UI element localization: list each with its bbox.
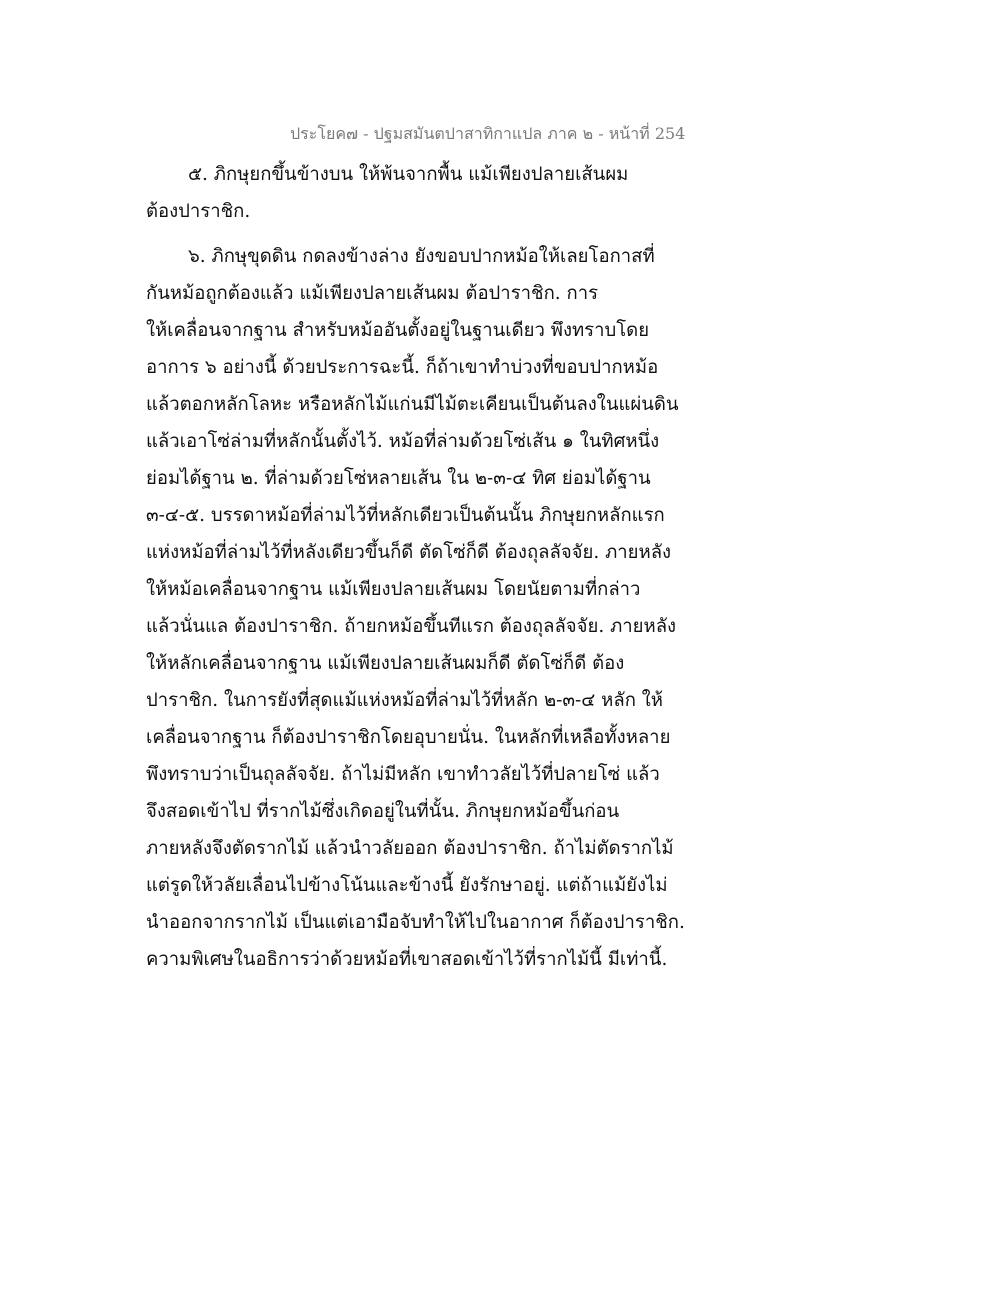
- text-line: แล้วนั่นแล ต้องปาราชิก. ถ้ายกหม้อขึ้นทีแรก ต้องถุลลัจจัย. ภายหลัง: [146, 616, 677, 637]
- text-line: อาการ ๖ อย่างนี้ ด้วยประการฉะนี้. ก็ถ้าเขาทำบ่วงที่ขอบปากหม้อ: [146, 357, 659, 378]
- running-header: ประโยค๗ - ปฐมสมันตปาสาทิกาแปล ภาค ๒ - หน้าที่ 254: [290, 124, 686, 143]
- text-line: ให้หม้อเคลื่อนจากฐาน แม้เพียงปลายเส้นผม โดยนัยตามที่กล่าว: [146, 579, 641, 600]
- paragraph-5: [146, 156, 716, 230]
- text-line: ให้หลักเคลื่อนจากฐาน แม้เพียงปลายเส้นผมก็ดี ตัดโซ่ก็ดี ต้อง: [146, 653, 625, 674]
- text-line: ๖. ภิกษุขุดดิน กดลงข้างล่าง ยังขอบปากหม้อให้เลยโอกาสที่: [188, 246, 655, 267]
- text-line: ต้องปาราชิก.: [146, 201, 251, 222]
- text-line: ๕. ภิกษุยกขึ้นข้างบน ให้พ้นจากพื้น แม้เพียงปลายเส้นผม: [188, 164, 629, 185]
- paragraph-6: [146, 238, 716, 978]
- text-line: จึงสอดเข้าไป ที่รากไม้ซึ่งเกิดอยู่ในที่นั้น. ภิกษุยกหม้อขึ้นก่อน: [146, 801, 620, 822]
- text-line: ภายหลังจึงตัดรากไม้ แล้วนำวลัยออก ต้องปาราชิก. ถ้าไม่ตัดรากไม้: [146, 838, 674, 859]
- text-line: กันหม้อถูกต้องแล้ว แม้เพียงปลายเส้นผม ต้อปาราชิก. การ: [146, 283, 599, 304]
- text-line: ความพิเศษในอธิการว่าด้วยหม้อที่เขาสอดเข้าไว้ที่รากไม้นี้ มีเท่านี้.: [146, 949, 668, 970]
- text-line: ๓-๔-๕. บรรดาหม้อที่ล่ามไว้ที่หลักเดียวเป็นต้นนั้น ภิกษุยกหลักแรก: [146, 505, 665, 526]
- text-line: ให้เคลื่อนจากฐาน สำหรับหม้ออันตั้งอยู่ในฐานเดียว พึงทราบโดย: [146, 320, 650, 341]
- text-line: แห่งหม้อที่ล่ามไว้ที่หลังเดียวขึ้นก็ดี ตัดโซ่ก็ดี ต้องถุลลัจจัย. ภายหลัง: [146, 542, 672, 563]
- text-line: เคลื่อนจากฐาน ก็ต้องปาราชิกโดยอุบายนั่น. ในหลักที่เหลือทั้งหลาย: [146, 727, 671, 748]
- text-line: ย่อมได้ฐาน ๒. ที่ล่ามด้วยโซ่หลายเส้น ใน ๒-๓-๔ ทิศ ย่อมได้ฐาน: [146, 468, 651, 489]
- text-line: ปาราชิก. ในการยังที่สุดแม้แห่งหม้อที่ล่ามไว้ที่หลัก ๒-๓-๔ หลัก ให้: [146, 690, 664, 711]
- text-line: แล้วเอาโซ่ล่ามที่หลักนั้นตั้งไว้. หม้อที่ล่ามด้วยโซ่เส้น ๑ ในทิศหนึ่ง: [146, 431, 660, 452]
- text-line: พึงทราบว่าเป็นถุลลัจจัย. ถ้าไม่มีหลัก เขาทำวลัยไว้ที่ปลายโซ่ แล้ว: [146, 764, 660, 785]
- body-text: [146, 156, 716, 978]
- text-line: นำออกจากรากไม้ เป็นแต่เอามือจับทำให้ไปในอากาศ ก็ต้องปาราชิก.: [146, 912, 685, 933]
- text-line: แล้วตอกหลักโลหะ หรือหลักไม้แก่นมีไม้ตะเคียนเป็นต้นลงในแผ่นดิน: [146, 394, 679, 415]
- text-line: แต่รูดให้วลัยเลื่อนไปข้างโน้นและข้างนี้ ยังรักษาอยู่. แต่ถ้าแม้ยังไม่: [146, 875, 668, 896]
